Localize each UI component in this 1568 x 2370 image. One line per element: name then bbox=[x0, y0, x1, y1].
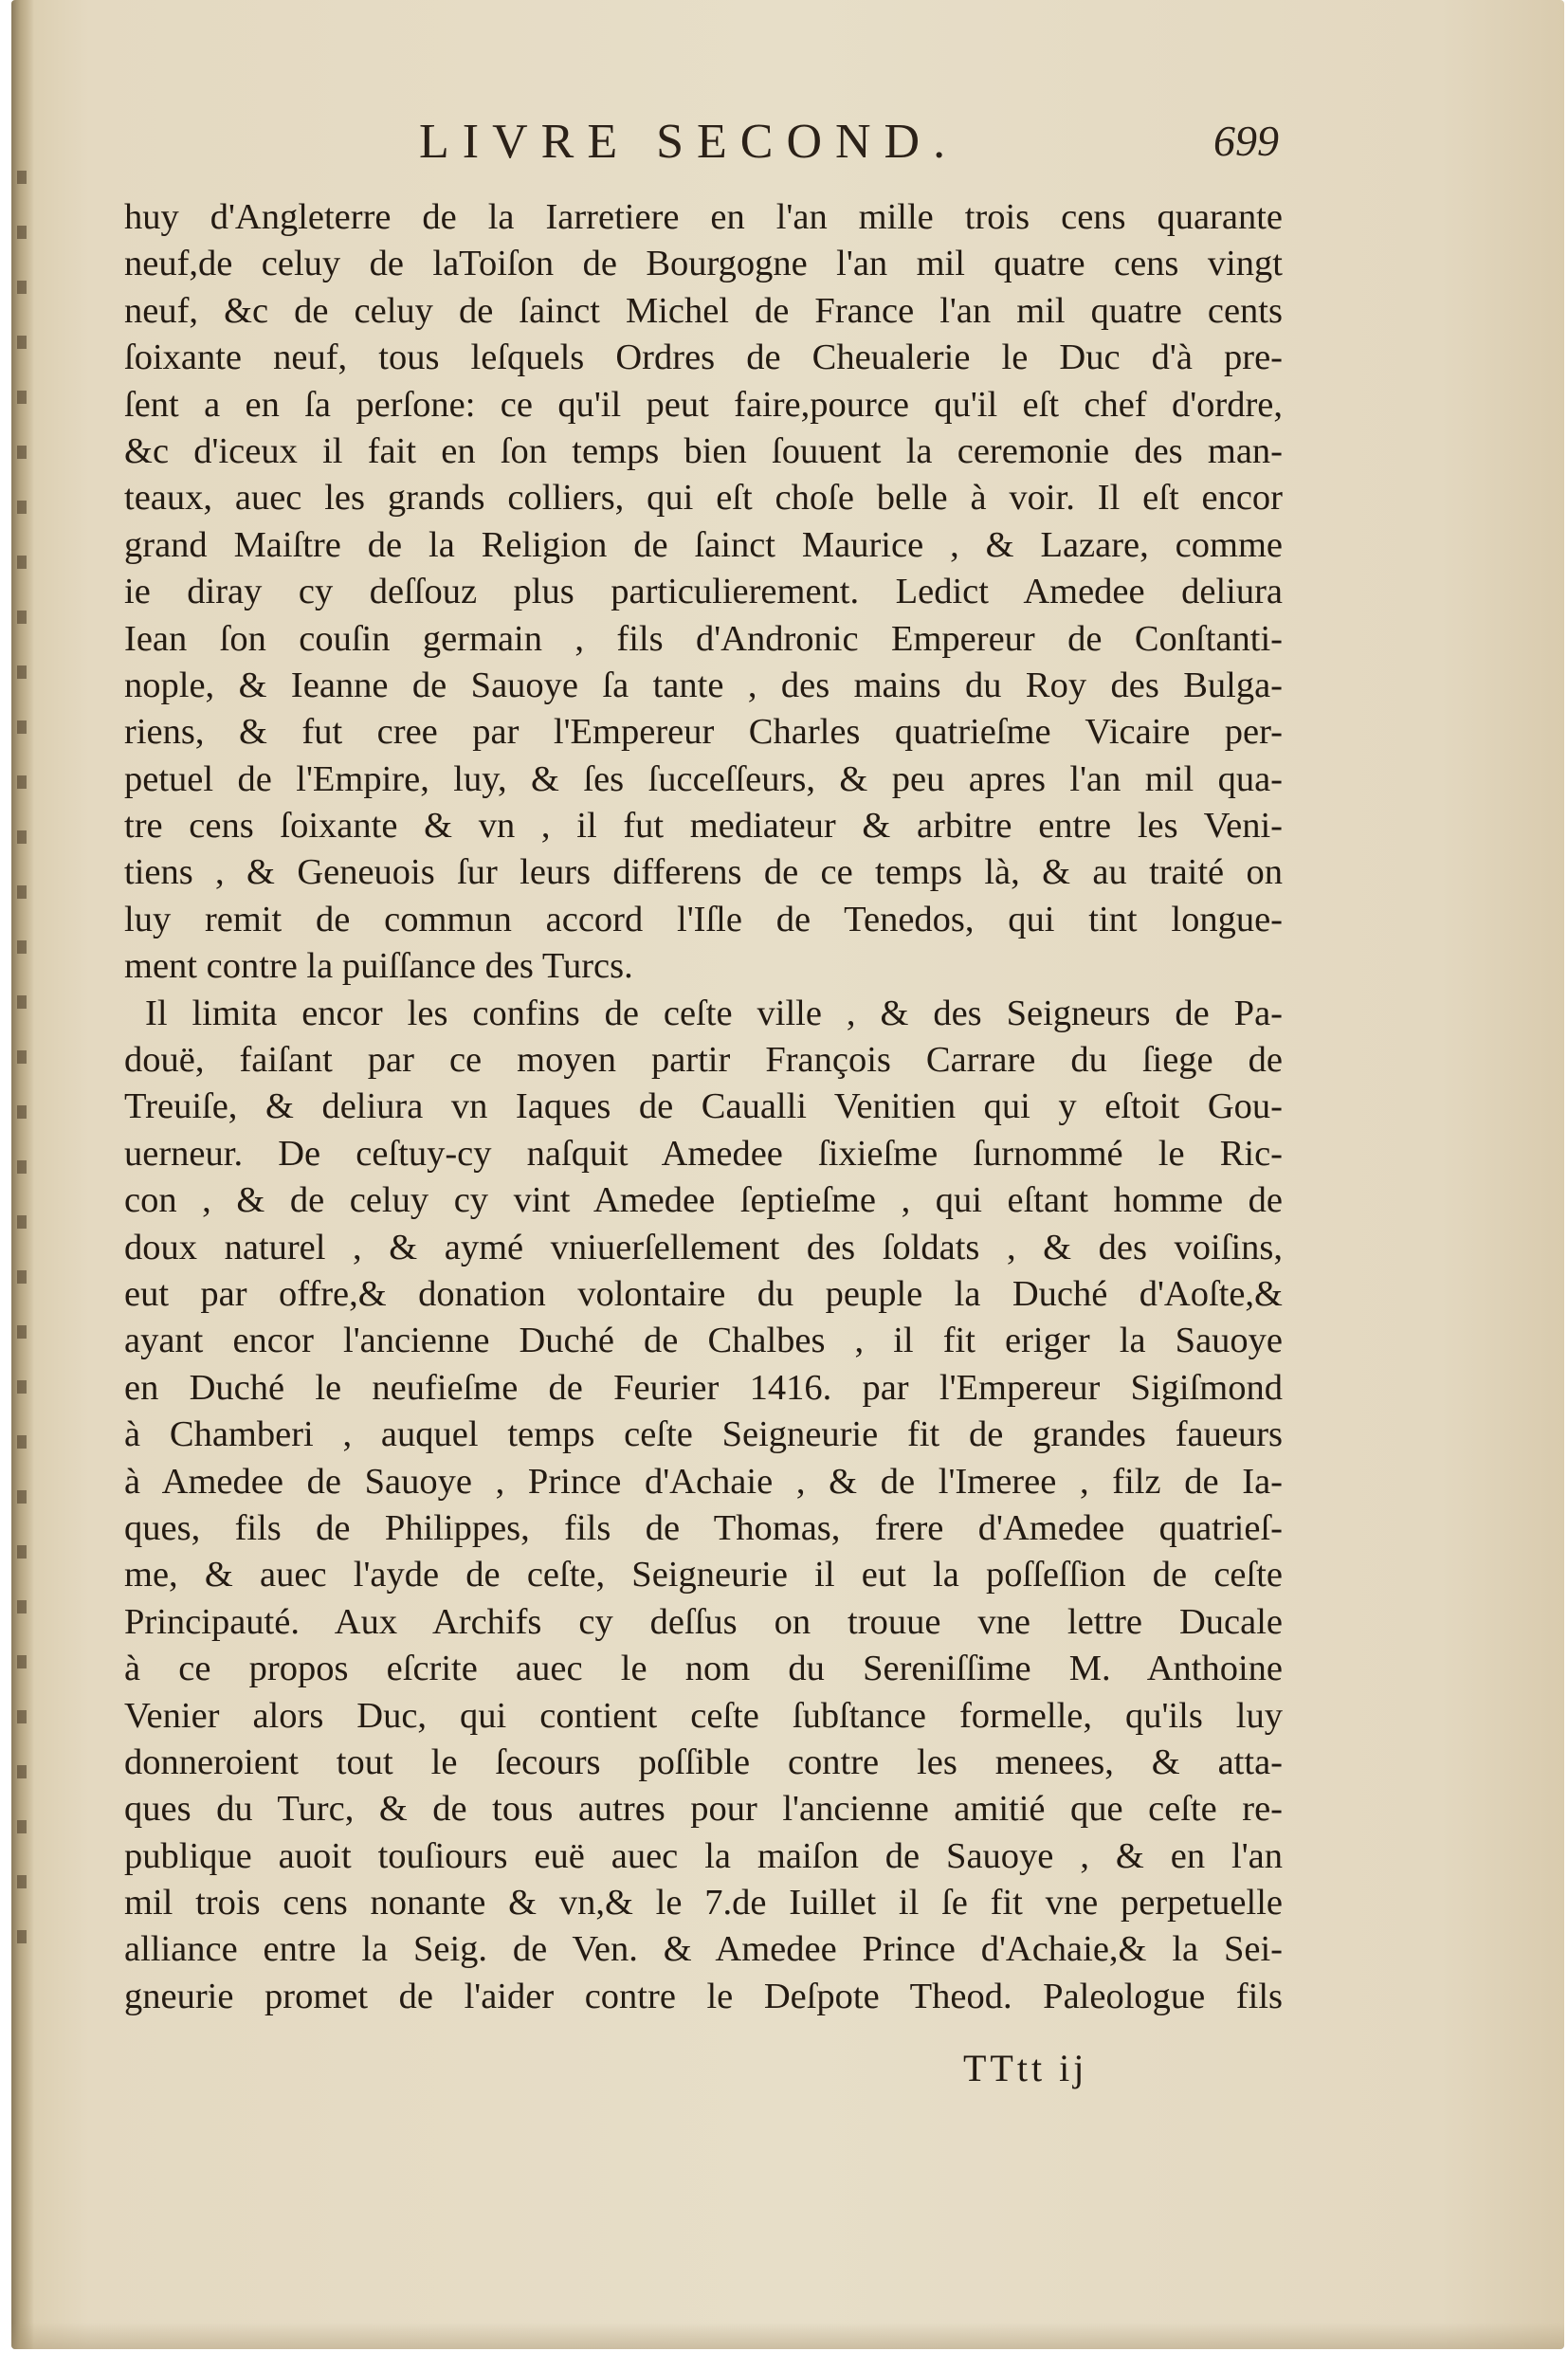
text-line: teaux, auec les grands colliers, qui eſt choſe belle à voir. Il eſt encor bbox=[124, 478, 1283, 519]
text-line: uerneur. De ceſtuy-cy naſquit Amedee ſixieſme ſurnommé le Ric- bbox=[124, 1133, 1283, 1174]
text-line: me, & auec l'ayde de ceſte, Seigneurie il eut la poſſeſſion de ceſte bbox=[124, 1555, 1283, 1595]
running-head bbox=[11, 114, 1564, 180]
text-line: douë, faiſant par ce moyen partir François Carrare du ſiege de bbox=[124, 1040, 1283, 1081]
text-line: doux naturel , & aymé vniuerſellement des ſoldats , & des voiſins, bbox=[124, 1227, 1283, 1267]
text-line: donneroient tout le ſecours poſſible contre les menees, & atta- bbox=[124, 1741, 1283, 1782]
text-line: con , & de celuy cy vint Amedee ſeptieſme , qui eſtant homme de bbox=[124, 1180, 1283, 1221]
text-line: neuf, &c de celuy de ſainct Michel de France l'an mil quatre cents bbox=[124, 290, 1283, 331]
text-line: nople, & Ieanne de Sauoye ſa tante , des mains du Roy des Bulga- bbox=[124, 665, 1283, 705]
text-line: Venier alors Duc, qui contient ceſte ſubſtance formelle, qu'ils luy bbox=[124, 1695, 1283, 1736]
text-line: alliance entre la Seig. de Ven. & Amedee Prince d'Achaie,& la Sei- bbox=[124, 1929, 1283, 1970]
paragraph-end-line: ment contre la puiſſance des Turcs. bbox=[124, 946, 633, 987]
text-line: Iean ſon couſin germain , fils d'Andronic Empereur de Conſtanti- bbox=[124, 618, 1283, 659]
paragraph-start-line: Il limita encor les confins de ceſte ville , & des Seigneurs de Pa- bbox=[145, 993, 1283, 1033]
text-line: ſent a en ſa perſone: ce qu'il peut faire,pource qu'il eſt chef d'ordre, bbox=[124, 384, 1283, 425]
running-head-title: LIVRE SECOND. bbox=[419, 115, 959, 169]
text-line: ques du Turc, & de tous autres pour l'ancienne amitié que ceſte re- bbox=[124, 1789, 1283, 1830]
text-line: publique auoit touſiours euë auec la maiſon de Sauoye , & en l'an bbox=[124, 1835, 1283, 1876]
text-line: ſoixante neuf, tous leſquels Ordres de Cheualerie le Duc d'à pre- bbox=[124, 337, 1283, 378]
signature-mark: TTtt ij bbox=[963, 2047, 1088, 2089]
text-line: huy d'Angleterre de la Iarretiere en l'an mille trois cens quarante bbox=[124, 197, 1283, 237]
text-line: eut par offre,& donation volontaire du peuple la Duché d'Aoſte,& bbox=[124, 1273, 1283, 1314]
text-line: Principauté. Aux Archifs cy deſſus on trouue vne lettre Ducale bbox=[124, 1601, 1283, 1642]
text-line: ie diray cy deſſouz plus particulierement. Ledict Amedee deliura bbox=[124, 572, 1283, 612]
text-line: petuel de l'Empire, luy, & ſes ſucceſſeurs, & peu apres l'an mil qua- bbox=[124, 758, 1283, 799]
text-line: mil trois cens nonante & vn,& le 7.de Iuillet il ſe fit vne perpetuelle bbox=[124, 1883, 1283, 1923]
text-line: Treuiſe, & deliura vn Iaques de Caualli Venitien qui y eſtoit Gou- bbox=[124, 1086, 1283, 1127]
text-line: ayant encor l'ancienne Duché de Chalbes , il fit eriger la Sauoye bbox=[124, 1321, 1283, 1361]
page-number: 699 bbox=[1213, 117, 1279, 165]
text-line: ques, fils de Philippes, fils de Thomas, frere d'Amedee quatrieſ- bbox=[124, 1507, 1283, 1548]
text-line: riens, & fut cree par l'Empereur Charles quatrieſme Vicaire per- bbox=[124, 712, 1283, 753]
text-line: tiens , & Geneuois ſur leurs differens de ce temps là, & au traité on bbox=[124, 852, 1283, 893]
text-line: à ce propos eſcrite auec le nom du Sereniſſime M. Anthoine bbox=[124, 1649, 1283, 1689]
text-line: à Amedee de Sauoye , Prince d'Achaie , & de l'Imeree , filz de Ia- bbox=[124, 1461, 1283, 1502]
text-line: en Duché le neufieſme de Feurier 1416. par l'Empereur Sigiſmond bbox=[124, 1367, 1283, 1408]
text-line: luy remit de commun accord l'Iſle de Tenedos, qui tint longue- bbox=[124, 899, 1283, 939]
text-line: à Chamberi , auquel temps ceſte Seigneurie fit de grandes faueurs bbox=[124, 1414, 1283, 1455]
text-line: grand Maiſtre de la Religion de ſainct Maurice , & Lazare, comme bbox=[124, 524, 1283, 565]
body-text bbox=[124, 194, 1283, 2020]
text-line: neuf,de celuy de laToiſon de Bourgogne l'an mil quatre cens vingt bbox=[124, 244, 1283, 284]
text-line: tre cens ſoixante & vn , il fut mediateur & arbitre entre les Veni- bbox=[124, 806, 1283, 847]
text-line: &c d'iceux il fait en ſon temps bien ſouuent la ceremonie des man- bbox=[124, 430, 1283, 471]
text-line: gneurie promet de l'aider contre le Deſpote Theod. Paleologue fils bbox=[124, 1976, 1283, 2016]
binding-edge bbox=[17, 171, 27, 1972]
book-page bbox=[11, 0, 1564, 2349]
